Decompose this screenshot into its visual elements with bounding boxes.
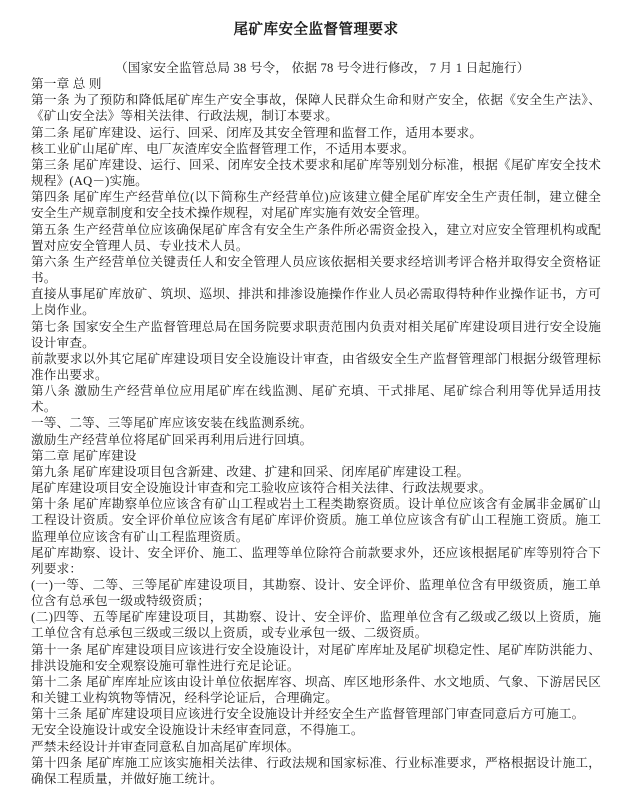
document-subtitle: （国家安全监管总局 38 号令， 依据 78 号令进行修改， 7 月 1 日起施行） — [115, 61, 530, 75]
document-title: 尾矿库安全监督管理要求 — [233, 22, 399, 38]
paragraph: 核工业矿山尾矿库、电厂灰渣库安全监督管理工作，不适用本要求。 — [31, 141, 415, 156]
paragraph: 无安全设施设计或安全设施设计未经审查同意，不得施工。 — [31, 723, 364, 738]
paragraph: 第七条 国家安全生产监督管理总局在国务院要求职责范围内负责对相关尾矿库建设项目进行安全设施设计审查。 — [31, 319, 601, 350]
paragraph: 第五条 生产经营单位应该确保尾矿库含有安全生产条件所必需资金投入，建立对应安全管理机构或配置对应安全管理人员、专业技术人员。 — [31, 222, 601, 253]
paragraph: (二)四等、五等尾矿库建设项目，其勘察、设计、安全评价、监理单位含有乙级或乙级以上资质，施工单位含有总承包三级或三级以上资质，或专业承包一级、二级资质。 — [31, 610, 601, 641]
paragraph: 第九条 尾矿库建设项目包含新建、改建、扩建和回采、闭库尾矿库建设工程。 — [31, 464, 470, 479]
paragraph: 第十条 尾矿库勘察单位应该含有矿山工程或岩土工程类勘察资质。设计单位应该含有金属非金属矿山工程设计资质。安全评价单位应该含有尾矿库评价资质。施工单位应该含有矿山工程施工资质。施工监理单位应该含有矿山工程监理资质。 — [31, 497, 601, 544]
paragraph: 第一章 总 则 — [31, 77, 102, 92]
paragraph: 激励生产经营单位将尾矿回采再利用后进行回填。 — [31, 432, 313, 447]
paragraph: 第十四条 尾矿库施工应该实施相关法律、行政法规和国家标准、行业标准要求，严格根据设计施工，确保工程质量，并做好施工统计。 — [31, 755, 601, 786]
paragraph: (一)一等、二等、三等尾矿库建设项目，其勘察、设计、安全评价、监理单位含有甲级资质，施工单位含有总承包一级或特级资质； — [31, 578, 601, 609]
paragraph: 第四条 尾矿库生产经营单位(以下简称生产经营单位)应该建立健全尾矿库安全生产责任制，建立健全安全生产规章制度和安全技术操作规程，对尾矿库实施有效安全管理。 — [31, 190, 601, 221]
paragraph: 前款要求以外其它尾矿库建设项目安全设施设计审查，由省级安全生产监督管理部门根据分级管理标准作出要求。 — [31, 351, 601, 382]
paragraph: 第二条 尾矿库建设、运行、回采、闭库及其安全管理和监督工作，适用本要求。 — [31, 125, 483, 140]
paragraph: 第八条 激励生产经营单位应用尾矿库在线监测、尾矿充填、干式排尾、尾矿综合利用等优异适用技术。 — [31, 384, 601, 415]
paragraph: 第十三条 尾矿库建设项目应该进行安全设施设计并经安全生产监督管理部门审查同意后方可施工。 — [31, 707, 585, 722]
paragraph: 直接从事尾矿库放矿、筑坝、巡坝、排洪和排渗设施操作作业人员必需取得特种作业操作证书，方可上岗作业。 — [31, 287, 601, 318]
document-body — [31, 76, 601, 787]
paragraph: 第三条 尾矿库建设、运行、回采、闭库安全技术要求和尾矿库等别划分标准，根据《尾矿库安全技术规程》(AQ－)实施。 — [31, 157, 601, 189]
paragraph: 第一条 为了预防和降低尾矿库生产安全事故，保障人民群众生命和财产安全，依据《安全生产法》、《矿山安全法》等相关法律、行政法规，制订本要求。 — [31, 93, 601, 124]
paragraph: 第十二条 尾矿库库址应该由设计单位依据库容、坝高、库区地形条件、水文地质、气象、下游居民区和关键工业构筑物等情况，经科学论证后，合理确定。 — [31, 674, 601, 706]
paragraph: 第六条 生产经营单位关键责任人和安全管理人员应该依据相关要求经培训考评合格并取得安全资格证书。 — [31, 254, 601, 286]
paragraph: 尾矿库建设项目安全设施设计审查和完工验收应该符合相关法律、行政法规要求。 — [31, 481, 492, 496]
paragraph: 第二章 尾矿库建设 — [31, 448, 137, 463]
paragraph: 严禁未经设计并审查同意私自加高尾矿库坝体。 — [31, 739, 300, 754]
paragraph: 尾矿库勘察、设计、安全评价、施工、监理等单位除符合前款要求外，还应该根据尾矿库等别符合下列要求： — [31, 545, 601, 576]
paragraph: 第十一条 尾矿库建设项目应该进行安全设施设计，对尾矿库库址及尾矿坝稳定性、尾矿库防洪能力、排洪设施和安全观察设施可靠性进行充足论证。 — [31, 642, 601, 673]
paragraph: 一等、二等、三等尾矿库应该安装在线监测系统。 — [31, 416, 313, 431]
